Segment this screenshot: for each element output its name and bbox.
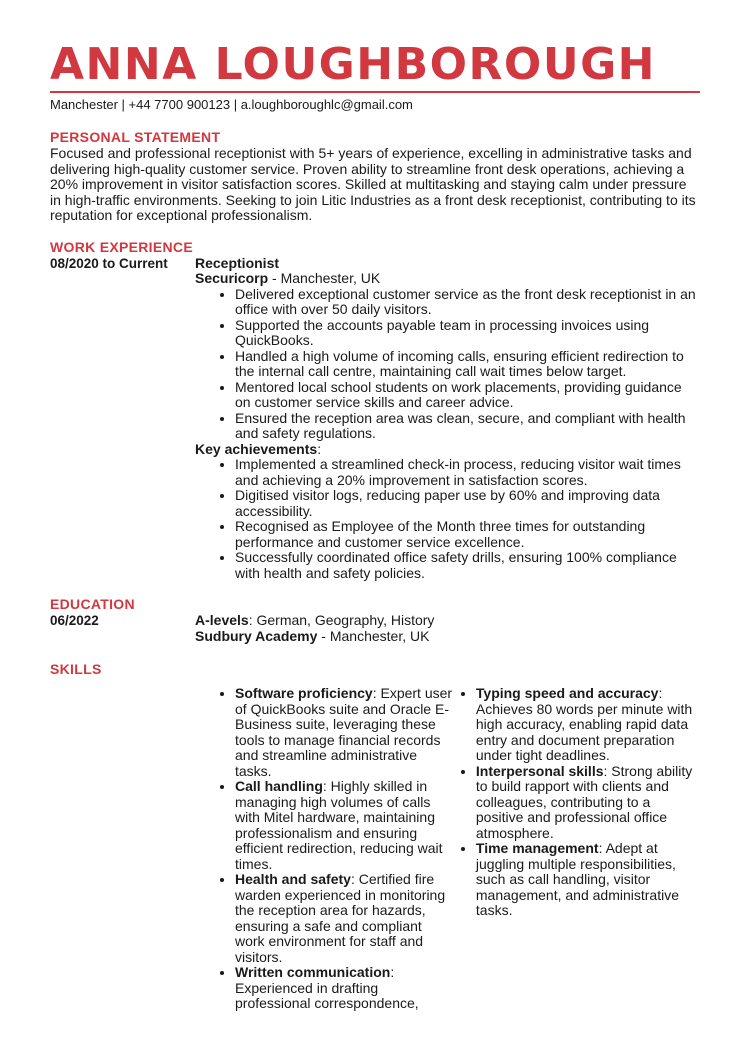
school-line: [195, 629, 700, 645]
list-item: • Successfully coordinated office safety drills, ensuring 100% compliance with health and safety policies.: [235, 550, 700, 581]
employer-line: [195, 271, 700, 287]
achievements-list: [195, 457, 700, 581]
personal-statement-section: [50, 128, 700, 224]
skill-text: : Adept at juggling multiple responsibilities, such as call handling, visitor management, and administrative tasks.: [475, 840, 679, 918]
school-name: Sudbury Academy: [195, 627, 318, 644]
skill-item: [476, 686, 700, 764]
skill-label: Health and safety: [235, 871, 351, 887]
key-achievements-label: Key achievements: [195, 440, 318, 457]
list-item: • Implemented a streamlined check-in process, reducing visitor wait times and achieving a 20% improvement in satisfaction scores.: [235, 457, 700, 488]
skills-section: [50, 660, 700, 1012]
contact-line: Manchester | +44 7700 900123 | a.loughboroughlc@gmail.com: [50, 97, 413, 112]
education-date: 06/2022: [50, 613, 99, 628]
skill-text: : Expert user of QuickBooks suite and Oracle E-Business suite, leveraging these tools to manage financial records and streamline administrative tasks.: [235, 685, 453, 779]
skill-label: Time management: [475, 840, 599, 856]
list-item: • Recognised as Employee of the Month three times for outstanding performance and customer service excellence.: [235, 519, 700, 550]
skill-label: Written communication: [235, 964, 391, 980]
personal-statement-title: PERSONAL STATEMENT: [50, 129, 221, 145]
skills-title: SKILLS: [50, 661, 102, 677]
list-item: • Mentored local school students on work placements, providing guidance on customer service skills and career advice.: [235, 380, 700, 411]
skill-item: [235, 965, 454, 1012]
skill-label: Interpersonal skills: [475, 762, 604, 779]
skill-item: [235, 779, 454, 872]
skill-item: [235, 686, 454, 779]
skill-text: : Highly skilled in managing high volumes of calls with Mitel hardware, maintaining professionalism and ensuring efficient redirection, reducing wait times.: [235, 778, 443, 872]
skill-text: : Achieves 80 words per minute with high accuracy, enabling rapid data entry and document preparation under tight deadlines.: [475, 685, 693, 763]
qualification-name: A-levels: [195, 612, 249, 628]
work-date: 08/2020 to Current: [50, 255, 168, 271]
duties-list: [195, 287, 700, 442]
education-section: [50, 595, 700, 644]
skill-label: Call handling: [235, 778, 323, 794]
employer-name: Securicorp: [195, 270, 269, 286]
qualification-line: [195, 613, 700, 629]
skill-label: Typing speed and accuracy: [475, 685, 659, 701]
candidate-name: ANNA LOUGHBOROUGH: [50, 39, 657, 90]
skills-column-2: [454, 686, 700, 1012]
job-title: Receptionist: [195, 254, 280, 271]
skill-label: Software proficiency: [235, 685, 373, 701]
skill-text: : Certified fire warden experienced in monitoring the reception area for hazards, ensuring a safe and compliant work environment for staff and visitors.: [235, 871, 446, 965]
list-item: • Handled a high volume of incoming calls, ensuring efficient redirection to the internal call centre, maintaining call wait times below target.: [235, 349, 700, 380]
list-item: • Supported the accounts payable team in processing invoices using QuickBooks.: [235, 318, 700, 349]
education-title: EDUCATION: [50, 596, 135, 612]
employer-location: - Manchester, UK: [268, 270, 381, 286]
key-achievements-heading: Key achievements:: [195, 440, 322, 457]
personal-statement-text: Focused and professional receptionist with 5+ years of experience, excelling in administrative tasks and delivering high-quality customer service. Proven ability to streamline front desk operations, achieving a 20% improvement in visitor satisfaction scores. Skilled at multitasking and staying calm under pressure in high-traffic environments. Seeking to join Litic Industries as a front desk receptionist, contributing to its reputation for exceptional professionalism.: [50, 145, 696, 223]
skills-column-1: [195, 686, 454, 1012]
work-experience-title: WORK EXPERIENCE: [50, 238, 193, 255]
list-item: • Ensured the reception area was clean, secure, and compliant with health and safety regulations.: [235, 411, 700, 442]
skill-item: [476, 841, 700, 919]
list-item: • Digitised visitor logs, reducing paper use by 60% and improving data accessibility.: [235, 488, 700, 519]
skill-text: : Experienced in drafting professional correspondence,: [235, 964, 419, 1011]
skill-item: [235, 872, 454, 965]
skill-text: : Strong ability to build rapport with clients and colleagues, contributing to a positive and professional office atmosphere.: [475, 762, 693, 841]
list-item: • Delivered exceptional customer service as the front desk receptionist in an office with over 50 daily visitors.: [235, 287, 700, 318]
school-location: - Manchester, UK: [317, 627, 430, 644]
skill-item: [476, 764, 700, 842]
work-experience-section: [50, 238, 700, 582]
resume-page: [50, 38, 700, 1012]
qualification-subjects: : German, Geography, History: [248, 612, 435, 628]
